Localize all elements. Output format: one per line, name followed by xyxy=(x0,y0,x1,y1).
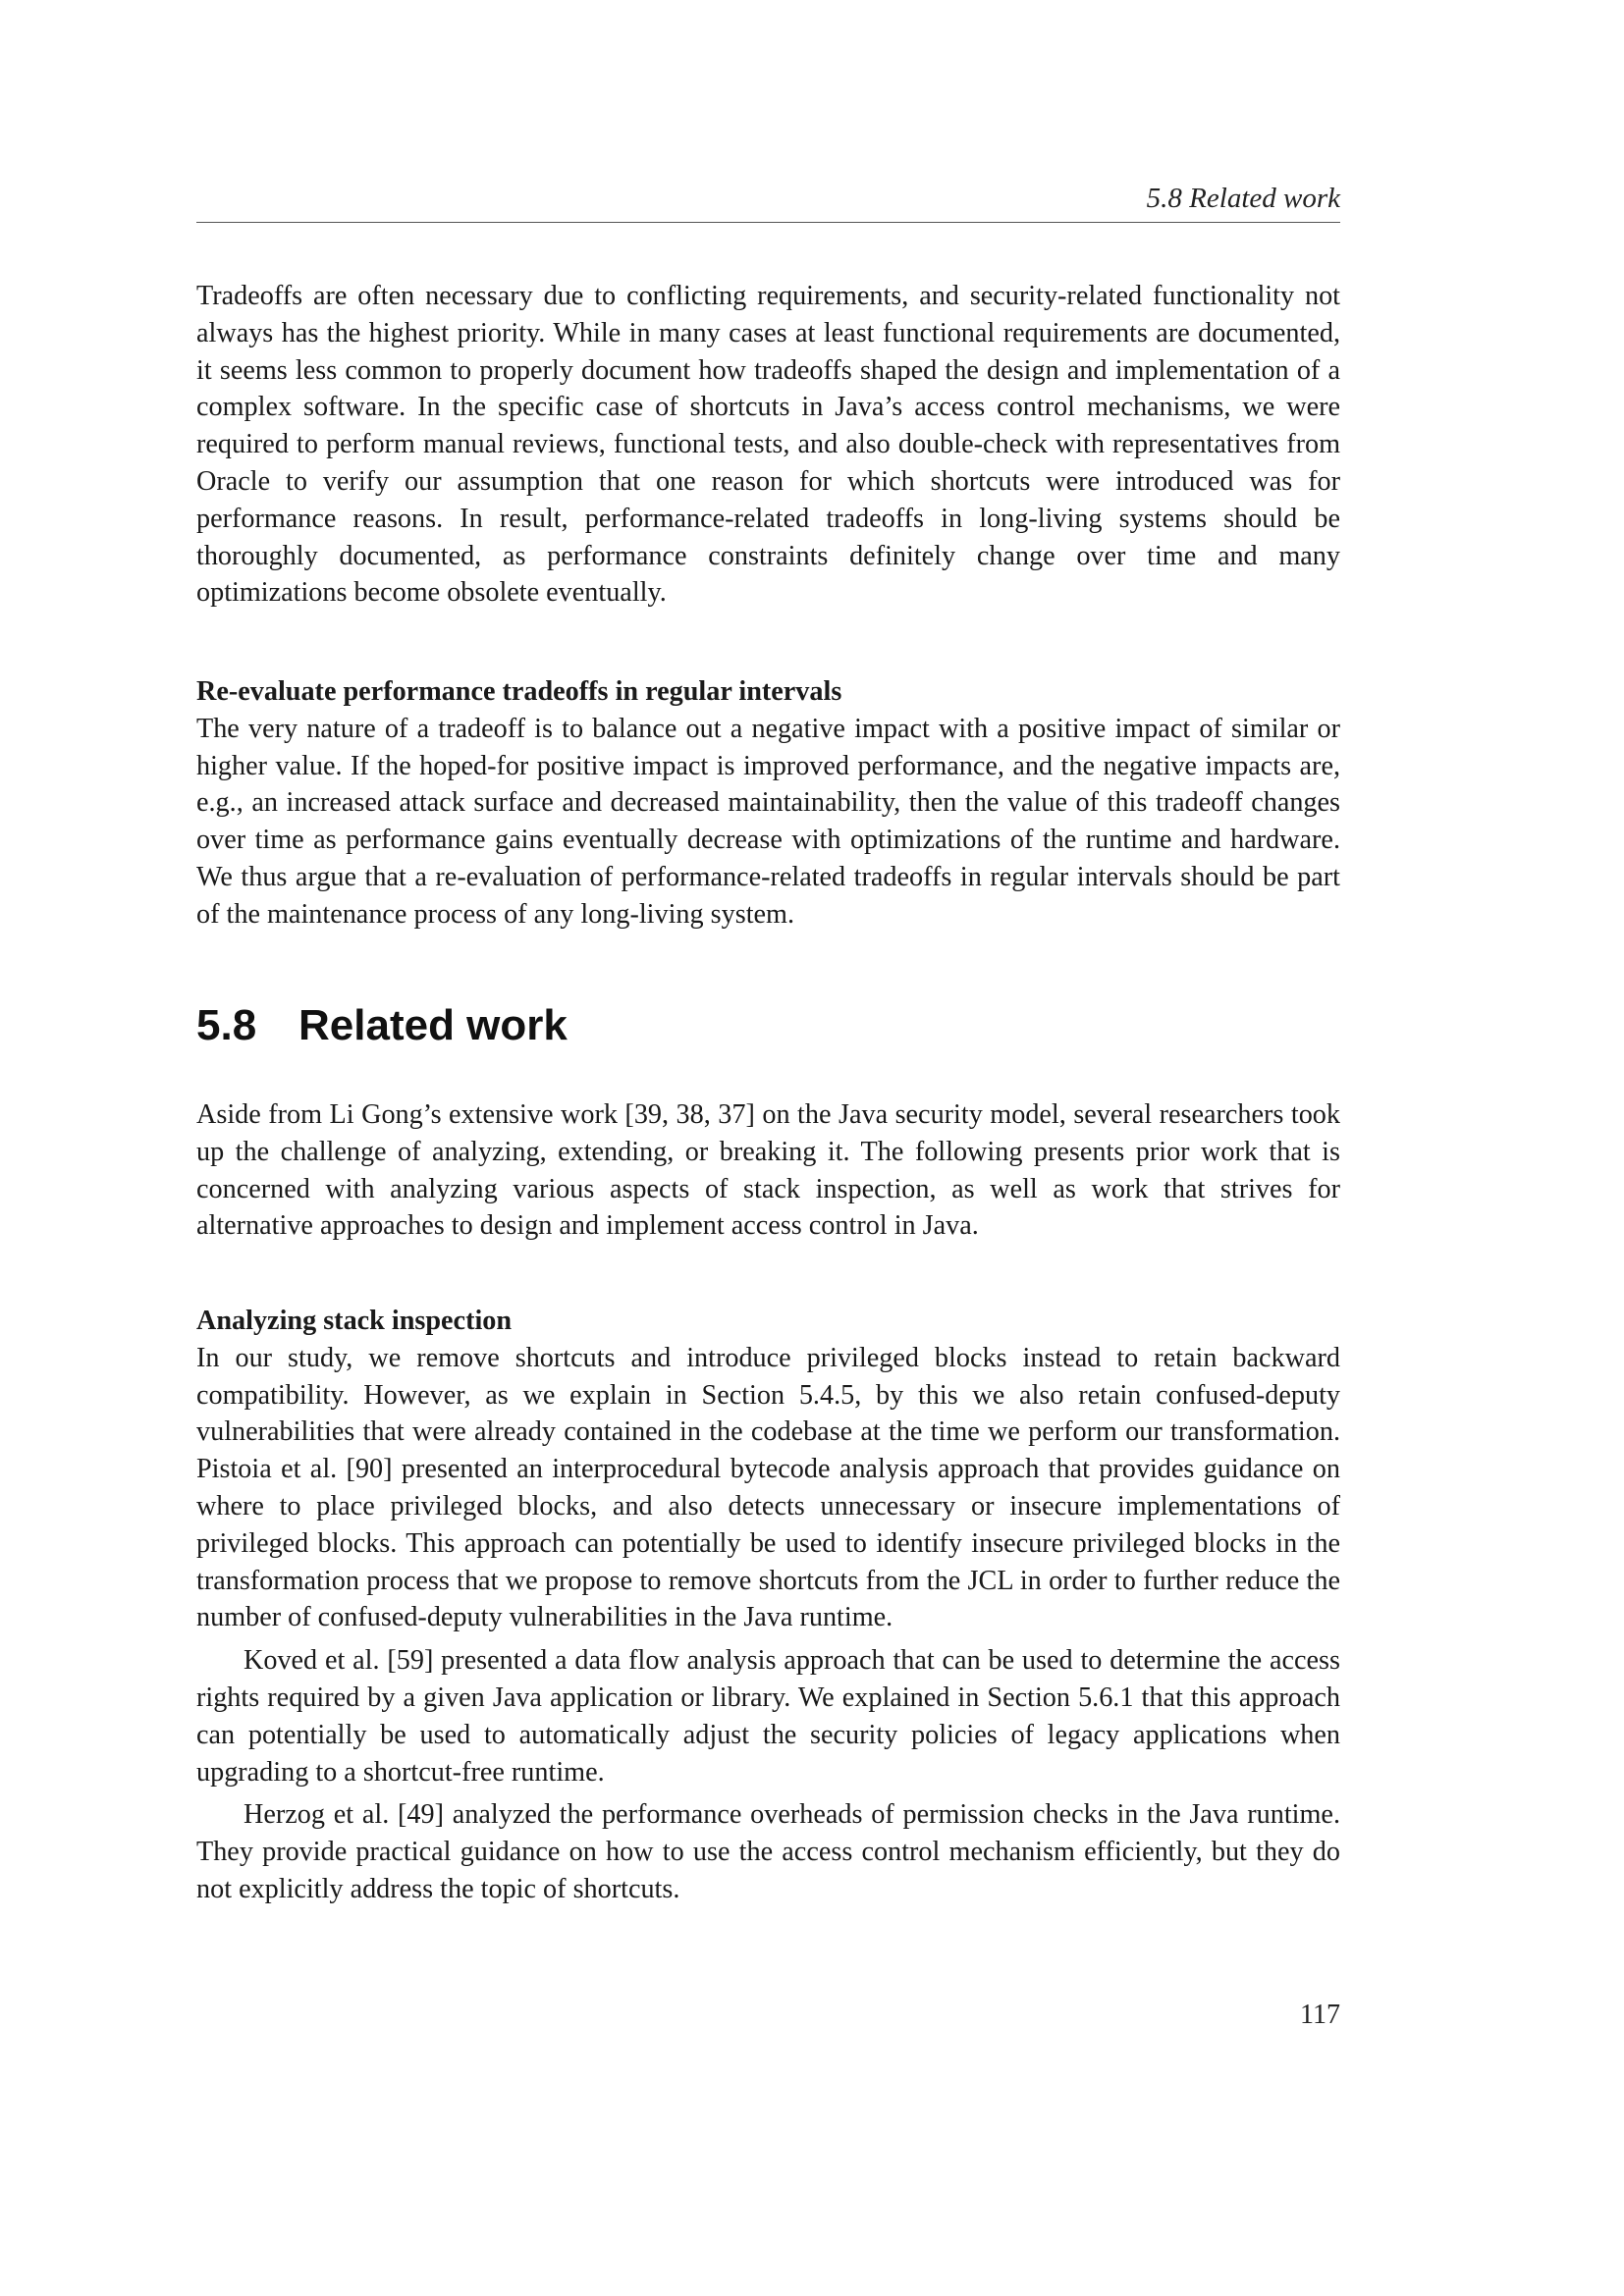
section-title: Related work xyxy=(298,1001,568,1049)
analyzing-block xyxy=(196,1303,1340,1908)
header-rule xyxy=(196,222,1340,223)
section-intro-block xyxy=(196,1096,1340,1245)
reevaluate-paragraph: The very nature of a tradeoff is to balance out a negative impact with a positive impact of similar or higher value. If the hoped-for positive impact is improved performance, and the negative impacts are, e.g., an increased attack surface and decreased maintainability, then the value of this tradeoff changes over time as performance gains eventually decrease with optimizations of the runtime and hardware. We thus argue that a re-evaluation of performance-related tradeoffs in regular intervals should be part of the maintenance process of any long-living system. xyxy=(196,713,1340,930)
analyzing-paragraph-3: Herzog et al. [49] analyzed the performance overheads of permission checks in the Java runtime. They provide practical guidance on how to use the access control mechanism efficiently, but they do not explicitly address the topic of shortcuts. xyxy=(196,1799,1340,1904)
running-head: 5.8 Related work xyxy=(1146,183,1340,214)
intro-block xyxy=(196,278,1340,612)
reevaluate-heading: Re-evaluate performance tradeoffs in regular intervals xyxy=(196,676,842,707)
intro-paragraph: Tradeoffs are often necessary due to conflicting requirements, and security-related functionality not always has the highest priority. While in many cases at least functional requirements are documented, it seems less common to properly document how tradeoffs shaped the design and implementation of a complex software. In the specific case of shortcuts in Java’s access control mechanisms, we were required to perform manual reviews, functional tests, and also double-check with representatives from Oracle to verify our assumption that one reason for which shortcuts were introduced was for performance reasons. In result, performance-related tradeoffs in long-living systems should be thoroughly documented, as performance constraints definitely change over time and many optimizations become obsolete eventually. xyxy=(196,281,1340,609)
reevaluate-block xyxy=(196,673,1340,934)
analyzing-paragraph-2: Koved et al. [59] presented a data flow analysis approach that can be used to determine the access rights required by a given Java application or library. We explained in Section 5.6.1 that this approach can potentially be used to automatically adjust the security policies of legacy applications when upgrading to a shortcut-free runtime. xyxy=(196,1645,1340,1788)
section-intro-paragraph: Aside from Li Gong’s extensive work [39, 38, 37] on the Java security model, several researchers took up the challenge of analyzing, extending, or breaking it. The following presents prior work that is concerned with analyzing various aspects of stack inspection, as well as work that strives for alternative approaches to design and implement access control in Java. xyxy=(196,1099,1340,1242)
analyzing-heading: Analyzing stack inspection xyxy=(196,1306,513,1336)
page-number: 117 xyxy=(1300,2000,1340,2030)
section-number: 5.8 xyxy=(196,1001,257,1049)
analyzing-paragraph-1: In our study, we remove shortcuts and introduce privileged blocks instead to retain backward compatibility. However, as we explain in Section 5.4.5, by this we also retain confused-deputy vulnerabilities that were already contained in the codebase at the time we perform our transformation. Pistoia et al. [90] presented an interprocedural bytecode analysis approach that provides guidance on where to place privileged blocks, and also detects unnecessary or insecure implementations of privileged blocks. This approach can potentially be used to identify insecure privileged blocks in the transformation process that we propose to remove shortcuts from the JCL in order to further reduce the number of confused-deputy vulnerabilities in the Java runtime. xyxy=(196,1342,1340,1633)
section-heading xyxy=(196,1001,1340,1050)
